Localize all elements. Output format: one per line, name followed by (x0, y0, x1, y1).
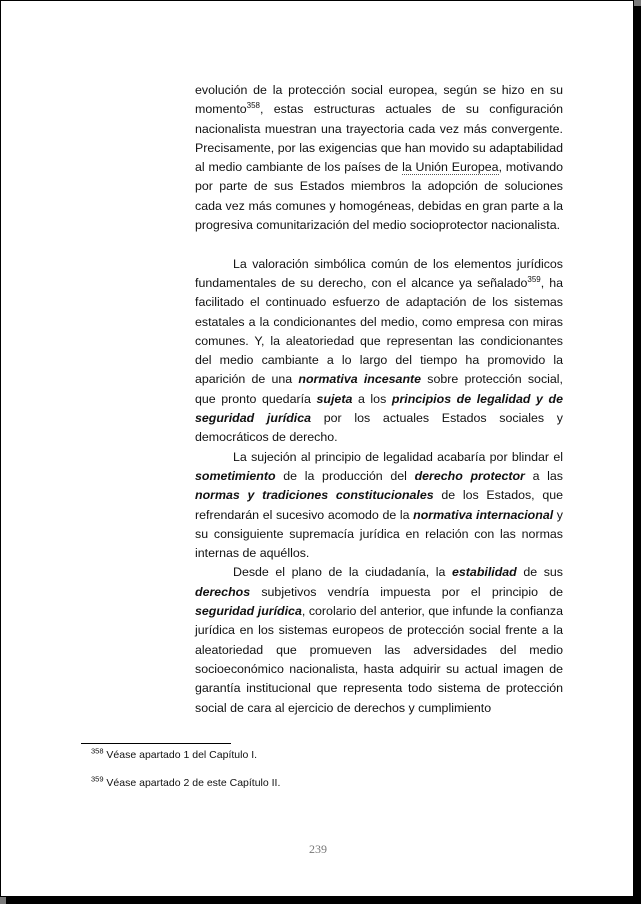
footnote-359 (91, 774, 281, 789)
paragraph-4 (195, 563, 563, 717)
emphasis: normativa internacional (413, 507, 554, 522)
text-run: de la producción del (275, 468, 415, 483)
page-shadow-bottom (6, 897, 641, 904)
footnote-358 (91, 746, 258, 761)
footnote-ref-358[interactable]: 358 (246, 101, 261, 111)
emphasis: sujeta (316, 391, 353, 406)
emphasis: principios de legalidad y de seguridad jurídica (195, 391, 563, 426)
dotted-term: la Unión Europea (402, 160, 499, 175)
text-run: , ha facilitado el continuado esfuerzo de adaptación de los sistemas estatales a la condicionantes del medio, como empresa con miras comunes. Y, la aleatoriedad que representan las condicionantes del medio cambiante a lo largo del tiempo ha promovido la aparición de una (195, 275, 563, 387)
page-number: 239 (309, 842, 327, 856)
text-run: subjetivos vendría impuesta por el principio de (250, 584, 563, 599)
text-run: de los Estados, que refrendarán el sucesivo acomodo de la (195, 488, 563, 522)
text-run: , motivando por parte de sus Estados miembros la adopción de soluciones cada vez más comunes y homogéneas, debidas en gran parte a la progresiva comunitarización del medio socioprotector nacionalista. (195, 160, 563, 233)
page-shadow-right (634, 6, 641, 904)
emphasis: normativa incesante (298, 372, 422, 387)
emphasis: sometimiento (195, 468, 276, 483)
emphasis: seguridad jurídica (195, 604, 302, 619)
emphasis: estabilidad (452, 565, 517, 580)
footnote-number: 359 (91, 774, 104, 784)
text-run: sobre protección social, que pronto quedaría (195, 372, 563, 406)
paragraph-1 (195, 81, 563, 235)
footnote-separator (81, 743, 231, 744)
emphasis: derecho protector (414, 468, 525, 483)
text-run: por los actuales Estados sociales y democráticos de derecho. (195, 411, 563, 445)
text-run: La valoración simbólica común de los elementos jurídicos fundamentales de su derecho, con el alcance ya señalado (195, 256, 563, 290)
body-text (195, 81, 563, 718)
text-run: Desde el plano de la ciudadanía, la (233, 565, 453, 580)
text-run: a las (524, 468, 563, 483)
paragraph-3 (195, 448, 563, 564)
footnote-ref-359[interactable]: 359 (527, 274, 541, 284)
text-run: y su consiguiente supremacía jurídica en relación con las normas internas de aquéllos. (195, 507, 563, 561)
text-run: a los (352, 391, 392, 406)
footnote-number: 358 (91, 746, 104, 756)
footnote-text: Véase apartado 2 de este Capítulo II. (103, 777, 281, 789)
text-run: La sujeción al principio de legalidad acabaría por blindar el (233, 449, 563, 464)
text-run: de sus (516, 565, 563, 580)
emphasis: normas y tradiciones constitucionales (195, 488, 434, 503)
footnote-text: Véase apartado 1 del Capítulo I. (103, 749, 258, 761)
text-run: , corolario del anterior, que infunde la confianza jurídica en los sistemas europeos de protección social frente a la aleatoriedad que promueven las adversidades del medio socioeconómico nacionalista, hasta adquirir su actual imagen de garantía institucional que representa todo sistema de protección social de cara al ejercicio de derechos y cumplimiento (195, 604, 563, 715)
text-run: evolución de la protección social europea, según se hizo en su momento (195, 83, 563, 117)
text-run: , estas estructuras actuales de su configuración nacionalista muestran una trayectoria cada vez más convergente. Precisamente, por las exigencias que han movido su adaptabilidad al medio cambiante de los países de (195, 102, 563, 175)
emphasis: derechos (195, 584, 251, 599)
paragraph-2 (195, 255, 563, 448)
